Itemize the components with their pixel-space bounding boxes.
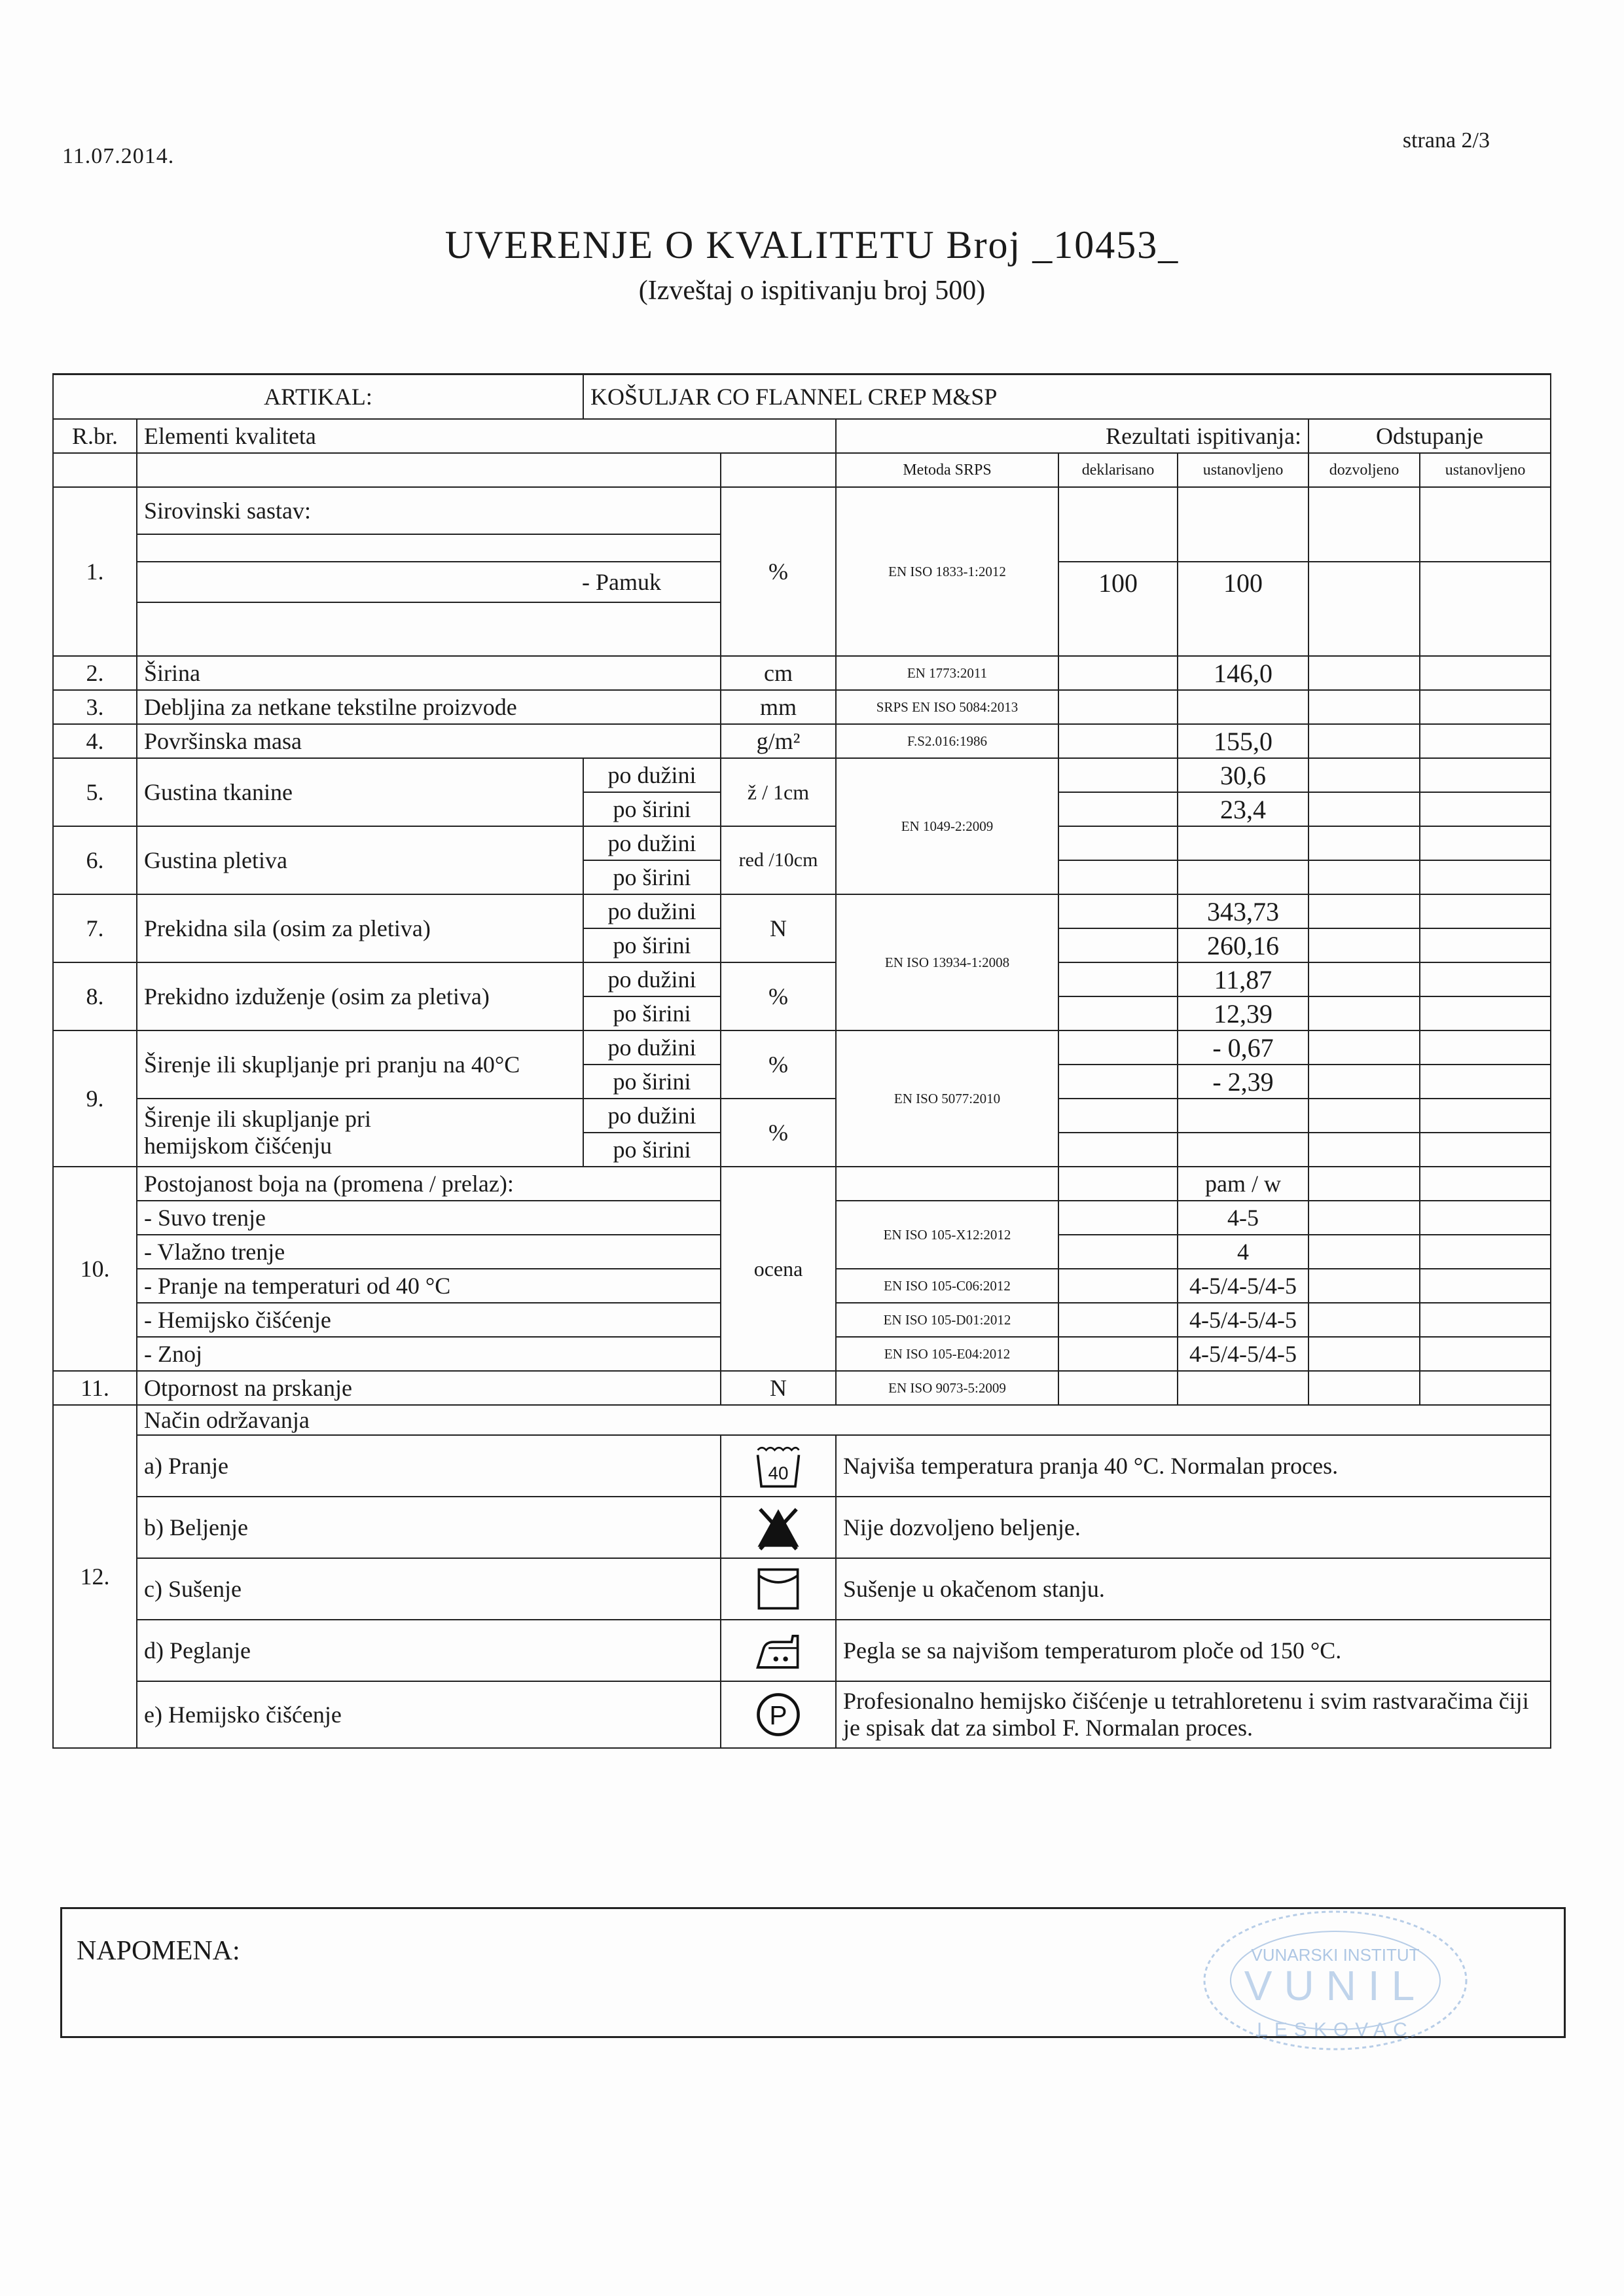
method: EN 1049-2:2009 [836,758,1058,894]
row-number: 3. [53,690,137,724]
method: EN ISO 1833-1:2012 [836,487,1058,656]
row-label: Površinska masa [137,724,721,758]
care-label: e) Hemijsko čišćenje [137,1681,721,1748]
row-label: Debljina za netkane tekstilne proizvode [137,690,721,724]
row-label: Širenje ili skupljanje pri pranju na 40°C [137,1030,583,1099]
quality-table [52,373,1551,1749]
care-label: a) Pranje [137,1435,721,1497]
measured-value: 30,6 [1178,758,1308,792]
row-number: 2. [53,656,137,690]
row-number: 9. [53,1030,137,1167]
care-row [53,1435,1551,1497]
care-symbol-cell [721,1620,836,1681]
direction-length: po dužini [583,826,721,860]
care-label: d) Peglanje [137,1620,721,1681]
col-elementi: Elementi kvaliteta [137,419,836,453]
care-text: Najviša temperatura pranja 40 °C. Normalan proces. [836,1435,1551,1497]
method: EN ISO 105-E04:2012 [836,1337,1058,1371]
unit: N [721,1371,836,1405]
stamp-line: LESKOVAC [1257,2019,1414,2041]
colorfast-item: - Suvo trenje [137,1201,721,1235]
row-label: Širina [137,656,721,690]
care-row [53,1558,1551,1620]
colorfast-item: - Pranje na temperaturi od 40 °C [137,1269,721,1303]
measured-value: 260,16 [1178,928,1308,962]
line-dry-icon [754,1565,803,1613]
method: EN ISO 105-X12:2012 [836,1201,1058,1269]
direction-width: po širini [583,792,721,826]
unit: % [721,487,836,656]
care-text: Profesionalno hemijsko čišćenje u tetrahloretenu i svim rastvaračima čiji je spisak dat za simbol F. Normalan proces. [836,1681,1551,1748]
artikal-value: KOŠULJAR CO FLANNEL CREP M&SP [583,374,1551,420]
page-subtitle: (Izveštaj o ispitivanju broj 500) [638,276,986,306]
result-head: pam / w [1178,1167,1308,1201]
header-row [53,419,1551,453]
direction-length: po dužini [583,1030,721,1065]
care-symbol-cell [721,1681,836,1748]
direction-width: po širini [583,1065,721,1099]
method: EN ISO 5077:2010 [836,1030,1058,1167]
measured-value: 155,0 [1178,724,1308,758]
row-label: Gustina tkanine [137,758,583,826]
unit: mm [721,690,836,724]
row-number: 7. [53,894,137,962]
row-6 [53,826,1551,860]
row-title: Način održavanja [137,1405,1551,1435]
row-number: 10. [53,1167,137,1371]
composition-item: - Pamuk [137,562,721,602]
care-text: Pegla se sa najvišom temperaturom ploče od 150 °C. [836,1620,1551,1681]
row-number: 6. [53,826,137,894]
care-text: Nije dozvoljeno beljenje. [836,1497,1551,1558]
care-text: Sušenje u okačenom stanju. [836,1558,1551,1620]
row-10 [53,1167,1551,1201]
napomena-label: NAPOMENA: [77,1936,240,1966]
unit: % [721,962,836,1030]
stamp-line: VUNIL [1244,1962,1427,2009]
artikal-label: ARTIKAL: [53,374,583,420]
measured-value: 4 [1178,1235,1308,1269]
row-8 [53,962,1551,996]
row-7 [53,894,1551,928]
measured-value: 4-5 [1178,1201,1308,1235]
measured-value: 4-5/4-5/4-5 [1178,1269,1308,1303]
row-11 [53,1371,1551,1405]
label-line: hemijskom čišćenju [144,1133,332,1159]
wash-temperature: 40 [768,1463,789,1484]
row-1 [53,487,1551,534]
document-date: 11.07.2014. [62,144,175,168]
method: EN ISO 9073-5:2009 [836,1371,1058,1405]
row-label: Gustina pletiva [137,826,583,894]
row-number: 1. [53,487,137,656]
row-3 [53,690,1551,724]
row-title: Postojanost boja na (promena / prelaz): [137,1167,721,1201]
direction-width: po širini [583,928,721,962]
unit: N [721,894,836,962]
method: F.S2.016:1986 [836,724,1058,758]
method: EN ISO 105-D01:2012 [836,1303,1058,1337]
row-number: 8. [53,962,137,1030]
subheader-row [53,453,1551,487]
dry-clean-letter: P [769,1700,787,1730]
colorfast-item: - Vlažno trenje [137,1235,721,1269]
unit: % [721,1030,836,1099]
wash-40-icon [754,1442,803,1490]
care-row [53,1497,1551,1558]
method: SRPS EN ISO 5084:2013 [836,690,1058,724]
page-number: strana 2/3 [1402,128,1490,153]
measured-value: 23,4 [1178,792,1308,826]
unit: g/m² [721,724,836,758]
declared-value: 100 [1058,562,1178,656]
measured-value: 146,0 [1178,656,1308,690]
method: EN ISO 105-C06:2012 [836,1269,1058,1303]
page-title: UVERENJE O KVALITETU Broj _10453_ [444,223,1180,266]
label-line: Širenje ili skupljanje pri [144,1105,371,1132]
row-label: Otpornost na prskanje [137,1371,721,1405]
direction-length: po dužini [583,758,721,792]
col-dozvoljeno: dozvoljeno [1308,453,1420,487]
dry-clean-p-icon [754,1690,803,1739]
measured-value: 4-5/4-5/4-5 [1178,1303,1308,1337]
care-row [53,1681,1551,1748]
row-number: 4. [53,724,137,758]
row-5 [53,758,1551,792]
row-2 [53,656,1551,690]
measured-value: - 2,39 [1178,1065,1308,1099]
col-ustanovljeno: ustanovljeno [1178,453,1308,487]
artikal-row [53,374,1551,420]
method: EN 1773:2011 [836,656,1058,690]
row-4 [53,724,1551,758]
direction-length: po dužini [583,1099,721,1133]
row-number: 5. [53,758,137,826]
unit: ocena [721,1167,836,1371]
care-symbol-cell [721,1435,836,1497]
care-symbol-cell [721,1497,836,1558]
col-metoda: Metoda SRPS [836,453,1058,487]
direction-length: po dužini [583,894,721,928]
care-symbol-cell [721,1558,836,1620]
institute-stamp [1191,1902,1479,2059]
col-ustanovljeno-2: ustanovljeno [1420,453,1551,487]
measured-value: - 0,67 [1178,1030,1308,1065]
row-label [137,1099,583,1167]
row-title: Sirovinski sastav: [137,487,721,534]
col-odstupanje: Odstupanje [1308,419,1551,453]
row-12 [53,1405,1551,1435]
measured-value: 343,73 [1178,894,1308,928]
care-label: c) Sušenje [137,1558,721,1620]
direction-width: po širini [583,1133,721,1167]
unit: % [721,1099,836,1167]
colorfast-item: - Znoj [137,1337,721,1371]
col-rbr: R.br. [53,419,137,453]
col-rezultati: Rezultati ispitivanja: [836,419,1308,453]
row-label: Prekidno izduženje (osim za pletiva) [137,962,583,1030]
method: EN ISO 13934-1:2008 [836,894,1058,1030]
measured-value: 12,39 [1178,996,1308,1030]
no-bleach-icon [754,1503,803,1552]
iron-two-dots-icon [754,1626,803,1675]
measured-value: 4-5/4-5/4-5 [1178,1337,1308,1371]
direction-width: po širini [583,996,721,1030]
row-number: 11. [53,1371,137,1405]
care-label: b) Beljenje [137,1497,721,1558]
row-label: Prekidna sila (osim za pletiva) [137,894,583,962]
unit: cm [721,656,836,690]
unit: ž / 1cm [721,758,836,826]
unit: red /10cm [721,826,836,894]
row-9 [53,1030,1551,1065]
direction-width: po širini [583,860,721,894]
col-deklarisano: deklarisano [1058,453,1178,487]
care-row [53,1620,1551,1681]
row-number: 12. [53,1405,137,1748]
measured-value: 100 [1178,562,1308,656]
stamp-line: VUNARSKI INSTITUT [1251,1945,1420,1965]
direction-length: po dužini [583,962,721,996]
colorfast-item: - Hemijsko čišćenje [137,1303,721,1337]
measured-value: 11,87 [1178,962,1308,996]
